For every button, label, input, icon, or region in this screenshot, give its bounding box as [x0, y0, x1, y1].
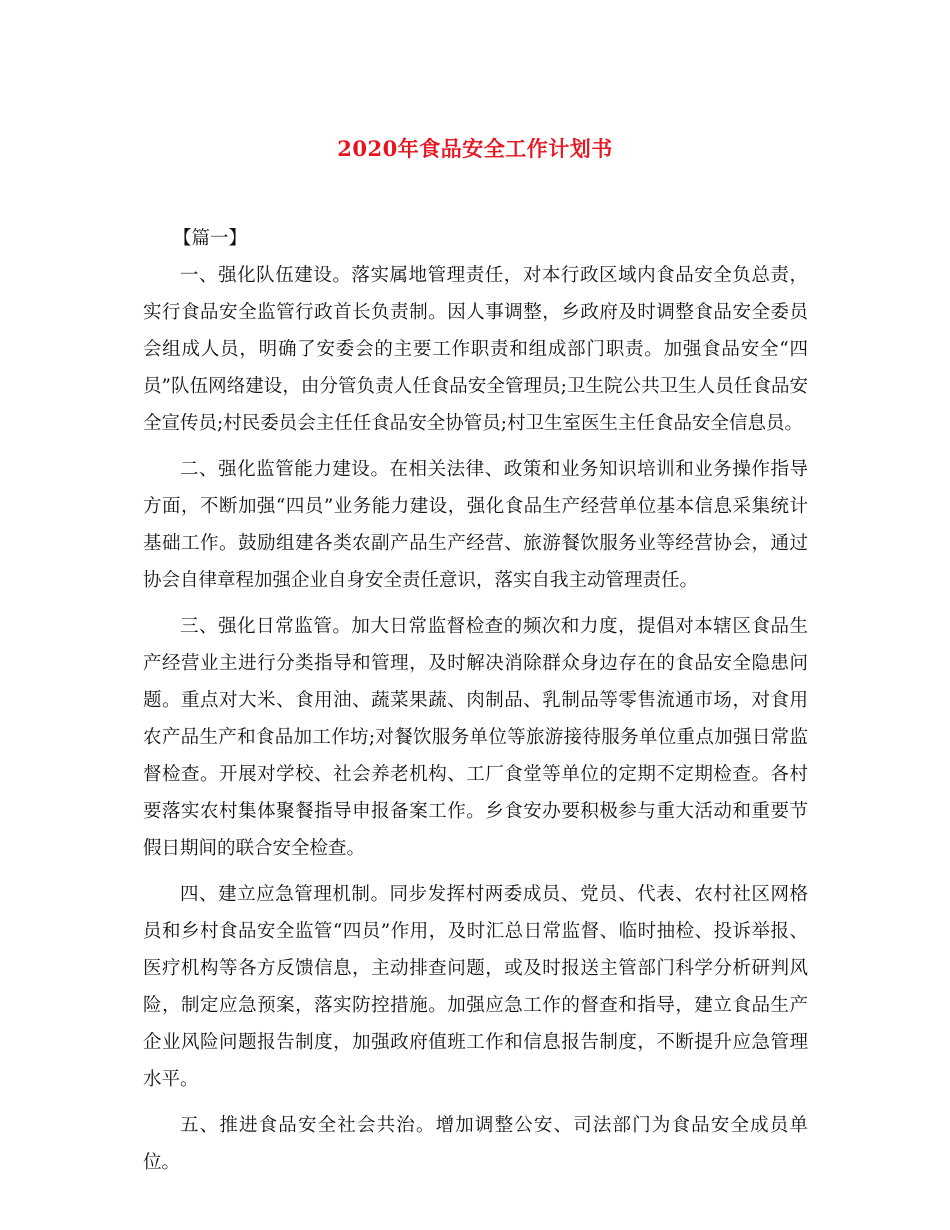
section-heading: 【篇一】: [173, 228, 248, 249]
paragraph-2: 二、强化监管能力建设。在相关法律、政策和业务知识培训和业务操作指导方面，不断加强“四员”业务能力建设，强化食品生产经营单位基本信息采集统计基础工作。鼓励组建各类农副产品生产经营、旅游餐饮服务业等经营协会，通过协会自律章程加强企业自身安全责任意识，落实自我主动管理责任。: [143, 459, 808, 591]
paragraph-4: 四、建立应急管理机制。同步发挥村两委成员、党员、代表、农村社区网格员和乡村食品安全监管“四员”作用，及时汇总日常监督、临时抽检、投诉举报、医疗机构等各方反馈信息，主动排查问题，或及时报送主管部门科学分析研判风险，制定应急预案，落实防控措施。加强应急工作的督查和指导，建立食品生产企业风险问题报告制度，加强政府值班工作和信息报告制度，不断提升应急管理水平。: [143, 884, 808, 1090]
document-title: 2020年食品安全工作计划书: [337, 136, 613, 161]
paragraph-5: 五、推进食品安全社会共治。增加调整公安、司法部门为食品安全成员单位。: [143, 1115, 808, 1173]
paragraph-1: 一、强化队伍建设。落实属地管理责任，对本行政区域内食品安全负总责，实行食品安全监管行政首长负责制。因人事调整，乡政府及时调整食品安全委员会组成人员，明确了安委会的主要工作职责和组成部门职责。加强食品安全“四员”队伍网络建设，由分管负责人任食品安全管理员;卫生院公共卫生人员任食品安全宣传员;村民委员会主任任食品安全协管员;村卫生室医生主任食品安全信息员。: [143, 265, 808, 434]
document-body: [143, 220, 808, 1190]
paragraph-3: 三、强化日常监管。加大日常监督检查的频次和力度，提倡对本辖区食品生产经营业主进行分类指导和管理，及时解决消除群众身边存在的食品安全隐患问题。重点对大米、食用油、蔬菜果蔬、肉制品、乳制品等零售流通市场，对食用农产品生产和食品加工作坊;对餐饮服务单位等旅游接待服务单位重点加强日常监督检查。开展对学校、社会养老机构、工厂食堂等单位的定期不定期检查。各村要落实农村集体聚餐指导申报备案工作。乡食安办要积极参与重大活动和重要节假日期间的联合安全检查。: [143, 616, 808, 859]
